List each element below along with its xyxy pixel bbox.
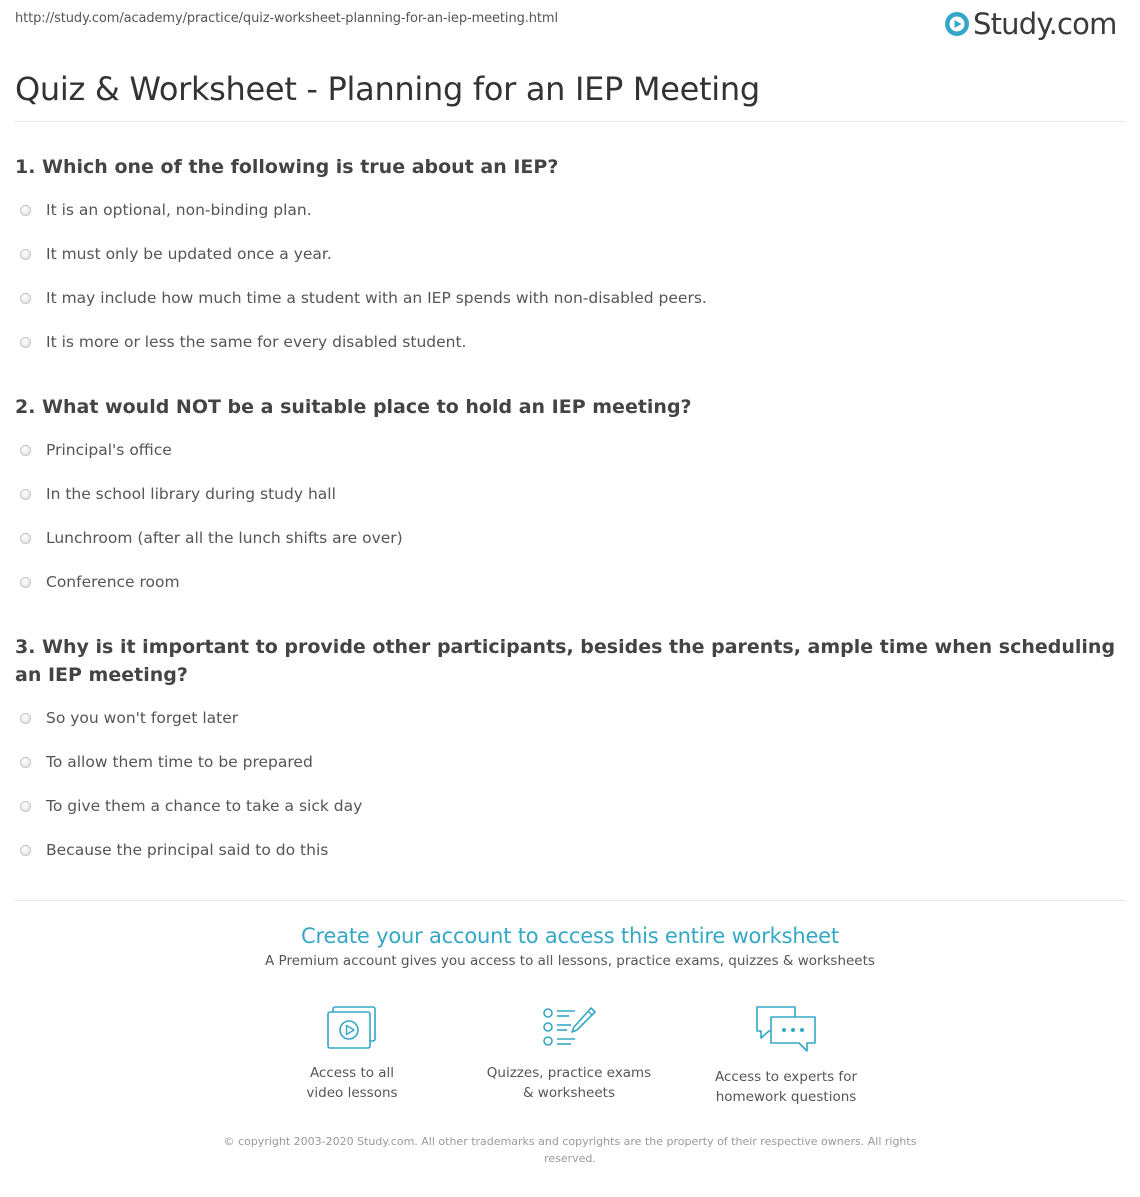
option-label: Lunchroom (after all the lunch shifts are over) bbox=[46, 529, 403, 547]
answer-option[interactable] bbox=[20, 751, 313, 773]
radio-button[interactable] bbox=[20, 757, 31, 768]
copyright-footer: © copyright 2003-2020 Study.com. All other trademarks and copyrights are the property of their respective owners. All rights reserved. bbox=[223, 1135, 917, 1165]
feature-quizzes bbox=[469, 1005, 669, 1103]
quiz-checklist-icon bbox=[541, 1005, 597, 1051]
answer-option[interactable] bbox=[20, 795, 362, 817]
cta-create-account-link[interactable]: Create your account to access this entire worksheet bbox=[301, 924, 839, 948]
option-label: To allow them time to be prepared bbox=[46, 753, 313, 771]
radio-button[interactable] bbox=[20, 489, 31, 500]
option-label: It is more or less the same for every disabled student. bbox=[46, 333, 467, 351]
page-title: Quiz & Worksheet - Planning for an IEP Meeting bbox=[15, 70, 760, 108]
radio-button[interactable] bbox=[20, 249, 31, 260]
radio-button[interactable] bbox=[20, 337, 31, 348]
study-logo[interactable] bbox=[944, 6, 1117, 42]
radio-button[interactable] bbox=[20, 533, 31, 544]
radio-button[interactable] bbox=[20, 845, 31, 856]
title-divider bbox=[15, 121, 1125, 122]
feature-experts bbox=[686, 1005, 886, 1107]
option-label: Conference room bbox=[46, 573, 180, 591]
feature-label: Access to all video lessons bbox=[306, 1065, 398, 1101]
answer-option[interactable] bbox=[20, 439, 172, 461]
answer-option[interactable] bbox=[20, 571, 180, 593]
radio-button[interactable] bbox=[20, 801, 31, 812]
option-label: It is an optional, non-binding plan. bbox=[46, 201, 312, 219]
radio-button[interactable] bbox=[20, 577, 31, 588]
answer-option[interactable] bbox=[20, 527, 403, 549]
radio-button[interactable] bbox=[20, 713, 31, 724]
cta-subtitle: A Premium account gives you access to all lessons, practice exams, quizzes & worksheets bbox=[265, 953, 875, 969]
feature-video-lessons bbox=[252, 1005, 452, 1103]
play-logo-icon bbox=[944, 11, 970, 37]
section-divider bbox=[15, 900, 1125, 901]
chat-experts-icon bbox=[753, 1005, 819, 1055]
option-label: Principal's office bbox=[46, 441, 172, 459]
radio-button[interactable] bbox=[20, 293, 31, 304]
question-1: 1. Which one of the following is true about an IEP? bbox=[15, 156, 559, 178]
answer-option[interactable] bbox=[20, 839, 328, 861]
radio-button[interactable] bbox=[20, 205, 31, 216]
feature-label: Quizzes, practice exams & worksheets bbox=[486, 1065, 652, 1101]
video-lessons-icon bbox=[326, 1005, 378, 1051]
answer-option[interactable] bbox=[20, 483, 336, 505]
option-label: It may include how much time a student with an IEP spends with non-disabled peers. bbox=[46, 289, 707, 307]
option-label: Because the principal said to do this bbox=[46, 841, 329, 859]
answer-option[interactable] bbox=[20, 199, 312, 221]
option-label: It must only be updated once a year. bbox=[46, 245, 332, 263]
answer-option[interactable] bbox=[20, 331, 466, 353]
option-label: To give them a chance to take a sick day bbox=[46, 797, 363, 815]
option-label: So you won't forget later bbox=[46, 709, 239, 727]
option-label: In the school library during study hall bbox=[46, 485, 336, 503]
question-3: 3. Why is it important to provide other participants, besides the parents, ample time when scheduling an IEP meeting? bbox=[15, 636, 1116, 686]
logo-text: Study.com bbox=[973, 7, 1117, 41]
radio-button[interactable] bbox=[20, 445, 31, 456]
answer-option[interactable] bbox=[20, 707, 238, 729]
page-url: http://study.com/academy/practice/quiz-worksheet-planning-for-an-iep-meeting.html bbox=[15, 11, 558, 26]
feature-label: Access to experts for homework questions bbox=[714, 1069, 857, 1105]
answer-option[interactable] bbox=[20, 243, 332, 265]
answer-option[interactable] bbox=[20, 287, 707, 309]
question-2: 2. What would NOT be a suitable place to hold an IEP meeting? bbox=[15, 396, 692, 418]
